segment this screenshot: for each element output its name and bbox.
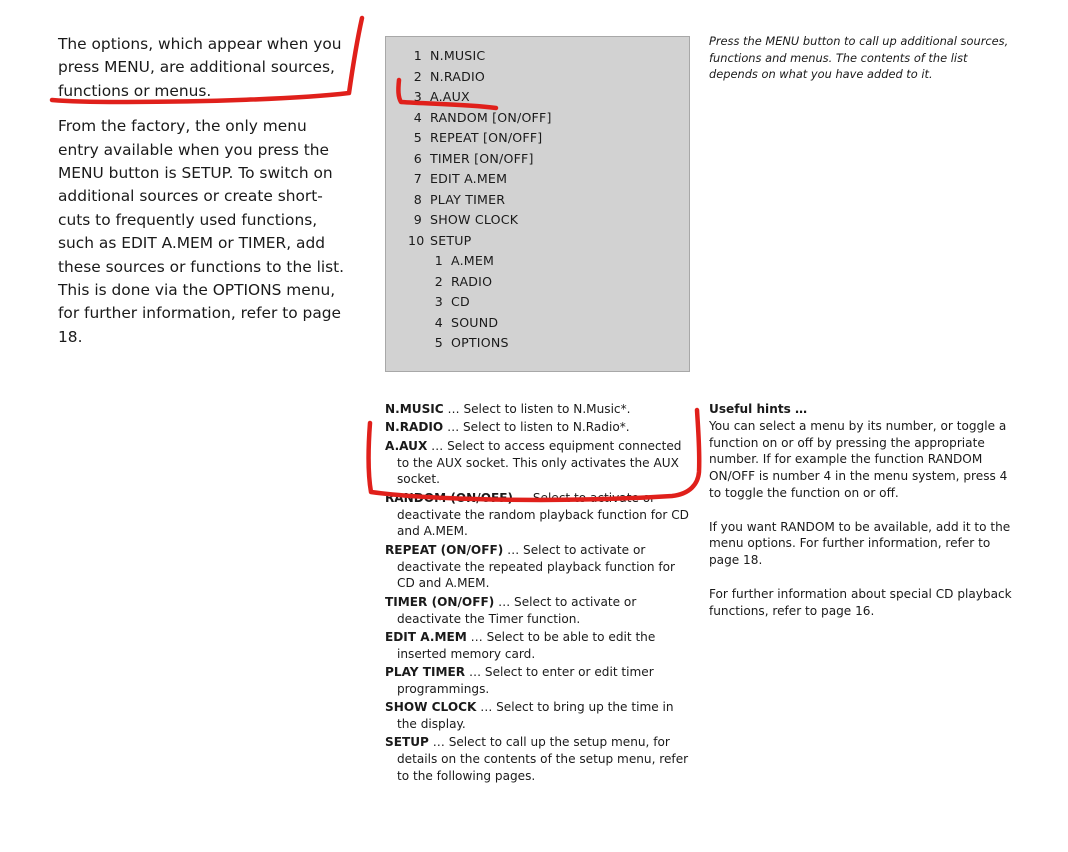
definition-text: … Select to bring up the time in the display.: [397, 700, 674, 732]
intro-paragraph-1: The options, which appear when you press MENU, are additional sources, functions or menus.: [58, 35, 342, 100]
menu-item-label: TIMER [ON/OFF]: [430, 150, 534, 166]
menu-item-number: 10: [408, 232, 425, 248]
submenu-item-label: A.MEM: [451, 253, 495, 268]
menu-item-number: 4: [413, 109, 422, 125]
definition-item: [385, 490, 695, 540]
menu-item-label: RANDOM [ON/OFF]: [430, 109, 552, 125]
menu-item-number: 5: [413, 130, 422, 145]
hints-paragraph: You can select a menu by its number, or toggle a function on or off by pressing the appropriate number. If for example the function RANDOM ON/OFF is number 4 in the menu system, press 4 to toggle the function on or off.: [709, 418, 1008, 500]
definition-item: [385, 664, 695, 698]
definition-text: … Select to access equipment connected to the AUX socket. This only activates the AUX socket.: [397, 438, 682, 487]
definition-item: [385, 699, 695, 733]
definition-text: … Select to activate or deactivate the random playback function for CD and A.MEM.: [397, 490, 689, 539]
definition-item: [385, 594, 695, 628]
definition-item: [385, 419, 695, 436]
definition-text: … Select to enter or edit timer programmings.: [397, 665, 654, 696]
menu-item-number: 1: [413, 48, 422, 63]
definition-item: [385, 734, 695, 784]
submenu-item-label: RADIO: [451, 273, 493, 289]
definition-item: [385, 542, 695, 592]
submenu-item: [408, 333, 552, 354]
definition-text: … Select to activate or deactivate the repeated playback function for CD and A.MEM.: [397, 542, 676, 591]
menu-item-number: 7: [413, 171, 422, 186]
definition-item: [385, 401, 695, 418]
menu-item: [408, 128, 552, 149]
submenu-item-label: SOUND: [451, 314, 499, 330]
definition-text: … Select to listen to N.Music*.: [443, 402, 631, 416]
definition-text: … Select to activate or deactivate the Timer function.: [397, 594, 637, 626]
definition-term: TIMER (ON/OFF): [385, 594, 495, 609]
menu-item-number: 9: [413, 212, 422, 227]
definition-term: SHOW CLOCK: [385, 700, 477, 715]
menu-item-number: 6: [413, 150, 422, 166]
menu-item-number: 2: [413, 68, 422, 84]
definition-text: … Select to be able to edit the inserted memory card.: [397, 629, 656, 661]
submenu-item: [408, 292, 552, 313]
menu-item: [408, 210, 552, 231]
intro-column: [58, 33, 348, 349]
definition-term: A.AUX: [385, 438, 428, 453]
menu-item-label: N.MUSIC: [430, 48, 486, 63]
definition-term: PLAY TIMER: [385, 665, 466, 680]
menu-item: [408, 231, 552, 252]
menu-item-label: SETUP: [430, 232, 472, 248]
submenu-item: [408, 313, 552, 334]
definition-term: SETUP: [385, 735, 429, 750]
menu-item: [408, 46, 552, 67]
submenu-item-label: OPTIONS: [451, 335, 509, 350]
submenu-item-number: 3: [434, 294, 443, 309]
menu-list: [408, 46, 552, 354]
menu-item: [408, 108, 552, 129]
menu-illustration: [385, 36, 690, 372]
menu-caption: Press the MENU button to call up additional sources, functions and menus. The contents of the list depends on what you have added to it.: [709, 34, 1009, 81]
definition-term: REPEAT (ON/OFF): [385, 542, 504, 557]
menu-item-label: PLAY TIMER: [430, 191, 506, 207]
menu-item: [408, 169, 552, 190]
definitions-list: [385, 401, 695, 842]
menu-item: [408, 190, 552, 211]
definition-term: N.MUSIC: [385, 402, 444, 416]
definition-term: RANDOM (ON/OFF): [385, 490, 514, 505]
hints-title: Useful hints …: [709, 402, 808, 416]
menu-item: [408, 87, 552, 108]
definition-text: … Select to listen to N.Radio*.: [443, 420, 630, 435]
hints-paragraph: If you want RANDOM to be available, add it to the menu options. For further information, refer to page 18.: [709, 519, 1011, 568]
intro-paragraph-2: From the factory, the only menu entry available when you press the MENU button is SETUP. To switch on additional sources or create short-cuts to frequently used functions, such as EDIT A.MEM or TIMER, add these sources or functions to the list. This is done via the OPTIONS menu, for further information, refer to page 18.: [58, 117, 345, 346]
menu-item-label: EDIT A.MEM: [430, 171, 508, 186]
menu-item: [408, 67, 552, 88]
hints-paragraph: For further information about special CD playback functions, refer to page 16.: [709, 586, 1012, 618]
definition-item: [385, 438, 695, 488]
submenu-item-number: 4: [434, 314, 443, 330]
submenu-item: [408, 272, 552, 293]
submenu-item-label: CD: [451, 294, 470, 309]
definition-text: … Select to call up the setup menu, for details on the contents of the setup menu, refer to the following pages.: [397, 735, 689, 784]
definition-term: N.RADIO: [385, 420, 444, 435]
menu-item-number: 8: [413, 191, 422, 207]
definition-item: [385, 629, 695, 663]
submenu-item-number: 2: [434, 273, 443, 289]
menu-item-label: REPEAT [ON/OFF]: [430, 130, 543, 145]
menu-item: [408, 149, 552, 170]
submenu-item-number: 5: [434, 335, 443, 350]
useful-hints: [709, 401, 1019, 636]
submenu-item: [408, 251, 552, 272]
menu-item-label: A.AUX: [430, 89, 470, 104]
definition-term: EDIT A.MEM: [385, 629, 467, 644]
menu-item-label: N.RADIO: [430, 68, 486, 84]
submenu-item-number: 1: [434, 253, 443, 268]
menu-item-label: SHOW CLOCK: [430, 212, 519, 227]
menu-item-number: 3: [413, 89, 422, 104]
